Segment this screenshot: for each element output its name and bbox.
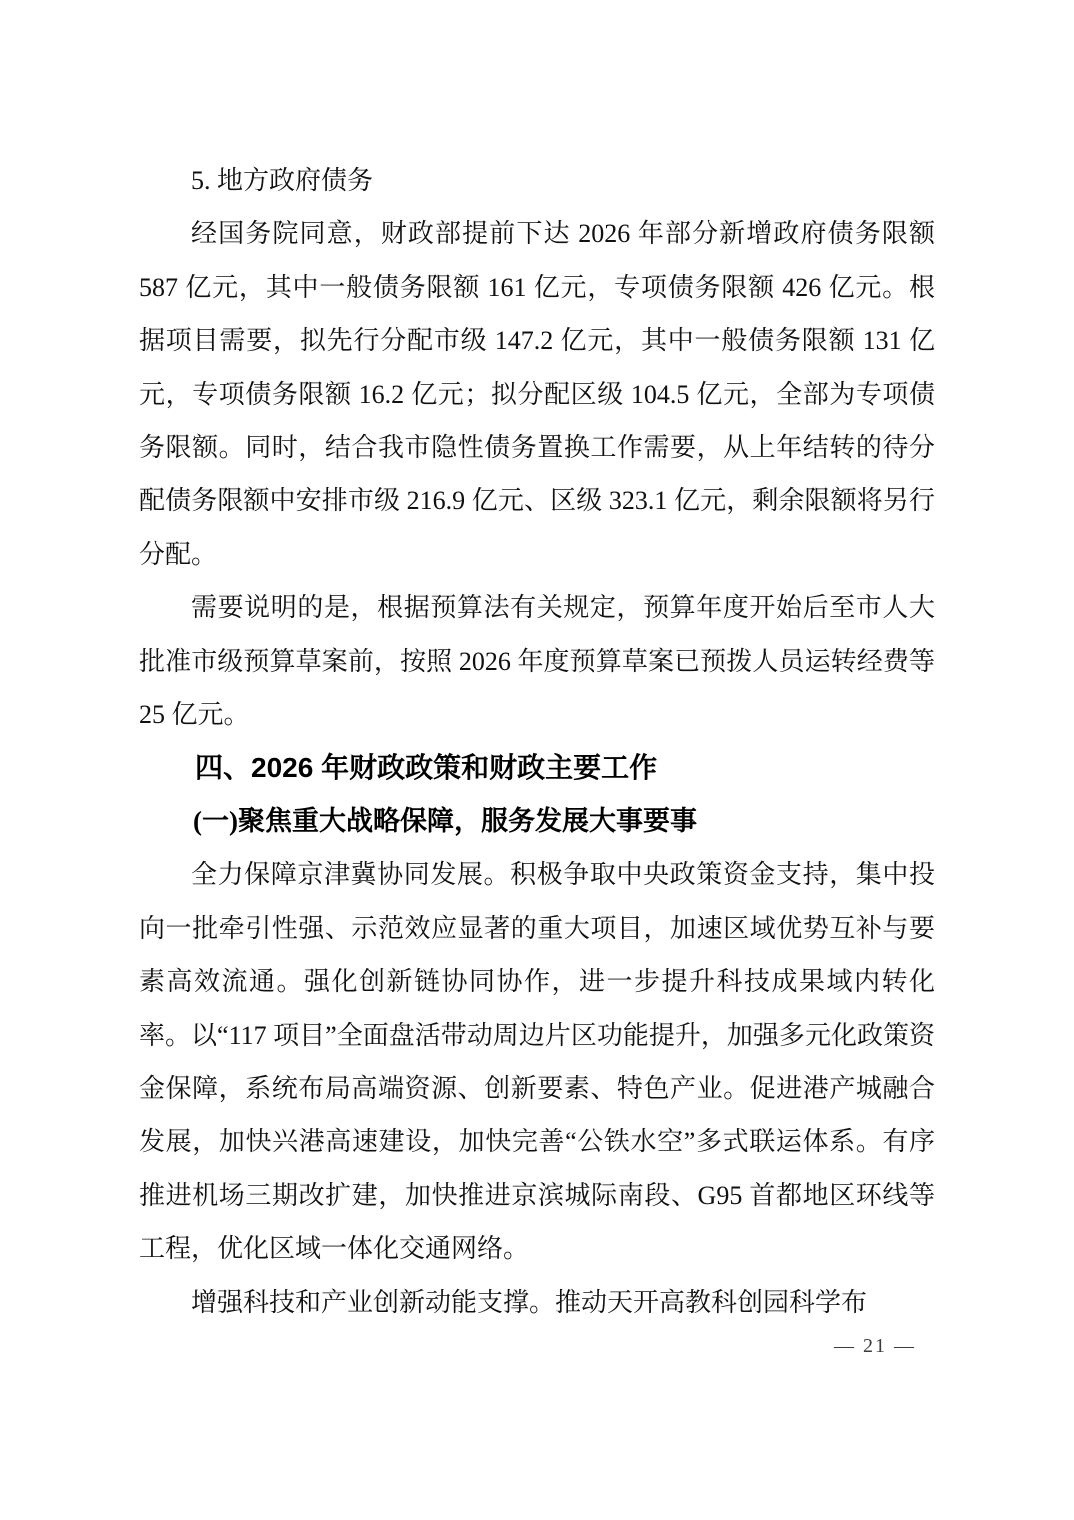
subsection-label-local-government-debt: 5. 地方政府债务 bbox=[191, 166, 374, 195]
section-heading-2026-fiscal-policy: 四、2026 年财政政策和财政主要工作 bbox=[195, 752, 658, 784]
subsection-heading-major-strategy: (一)聚焦重大战略保障，服务发展大事要事 bbox=[193, 805, 697, 836]
document-content bbox=[139, 154, 935, 1329]
paragraph-jingjinji-coordination: 全力保障京津冀协同发展。积极争取中央政策资金支持，集中投向一批牵引性强、示范效应显著的重大项目，加速区域优势互补与要素高效流通。强化创新链协同协作，进一步提升科技成果域内转化率。以“117 项目”全面盘活带动周边片区功能提升，加强多元化政策资金保障，系统布局高端资源、创新要素、特色产业。促进港产城融合发展，加快兴港高速建设，加快完善“公铁水空”多式联运体系。有序推进机场三期改扩建，加快推进京滨城际南段、G95 首都地区环线等工程，优化区域一体化交通网络。 bbox=[139, 860, 935, 1264]
paragraph-sci-tech-innovation: 增强科技和产业创新动能支撑。推动天开高教科创园科学布 bbox=[191, 1287, 868, 1317]
page-number: — 21 — bbox=[834, 1335, 916, 1357]
paragraph-budget-law-note: 需要说明的是，根据预算法有关规定，预算年度开始后至市人大批准市级预算草案前，按照 2026 年度预算草案已预拨人员运转经费等 25 亿元。 bbox=[139, 593, 935, 730]
paragraph-new-debt-limits: 经国务院同意，财政部提前下达 2026 年部分新增政府债务限额 587 亿元，其中一般债务限额 161 亿元，专项债务限额 426 亿元。根据项目需要，拟先行分配市级 147.2 亿元，其中一般债务限额 131 亿元，专项债务限额 16.2 亿元；拟分配区级 104.5 亿元，全部为专项债务限额。同时，结合我市隐性债务置换工作需要，从上年结转的待分配债务限额中安排市级 216.9 亿元、区级 323.1 亿元，剩余限额将另行分配。 bbox=[139, 219, 935, 569]
